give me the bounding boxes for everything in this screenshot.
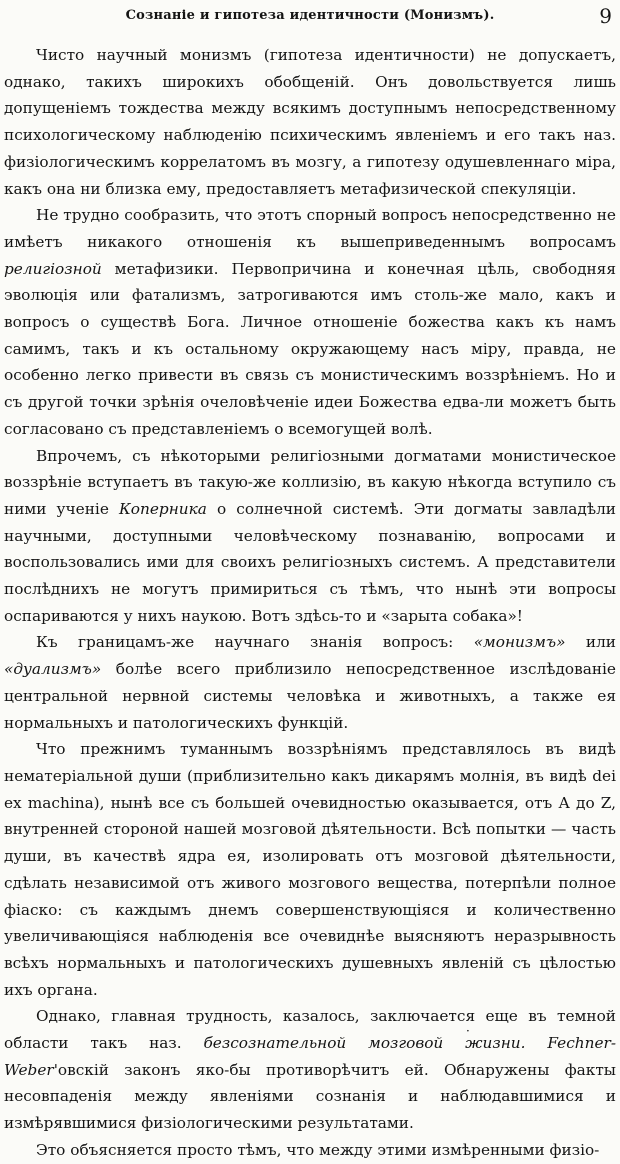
italic-text: «монизмъ» bbox=[473, 633, 566, 652]
italic-text: Коперника bbox=[118, 499, 207, 518]
text-run: Къ границамъ-же научнаго знанія вопросъ: bbox=[36, 633, 474, 652]
paragraph bbox=[4, 443, 616, 630]
paragraph bbox=[4, 1003, 616, 1137]
text-run: Что прежнимъ туманнымъ воззрѣніямъ представлялось въ видѣ нематеріальной души (приблизительно какъ дикарямъ молнія, въ видѣ dei ex machina), нынѣ все съ большей очевидностью оказывается, отъ А до Z, внутренней стороной нашей мозговой дѣятельности. Всѣ попытки — часть души, въ качествѣ ядра ея, изолировать отъ мозговой дѣятельности, сдѣлать независимой отъ живого мозгового вещества, потерпѣли полное фіаско: съ каждымъ днемъ совершенствующіяся и количественно увеличивающіяся наблюденія все очевиднѣе выясняютъ неразрывность всѣхъ нормальныхъ и патологическихъ душевныхъ явленій съ цѣлостью ихъ органа. bbox=[4, 740, 616, 999]
italic-text: безсознательной мозговой жизни. Fechner-Weber bbox=[4, 1034, 617, 1079]
text-run: о солнечной системѣ. Эти догматы завладѣли научными, доступными человѣческому познаванію, вопросами и воспользовались ими для своихъ религіозныхъ системъ. А представители послѣднихъ не могутъ примириться съ тѣмъ, что нынѣ эти вопросы оспариваются у нихъ наукою. Вотъ здѣсь-то и «зарыта собака»! bbox=[4, 499, 616, 625]
text-run: Однако, главная трудность, казалось, заключается еще въ темной области такъ наз. bbox=[4, 1007, 616, 1053]
text-run: Это объясняется просто тѣмъ, что между этими измѣренными физіо- bbox=[36, 1140, 600, 1159]
page-number: 9 bbox=[599, 4, 612, 28]
text-run: Впрочемъ, съ нѣкоторыми религіозными догматами монистическое воззрѣніе вступаетъ въ такую-же коллизію, въ какую нѣкогда вступило съ ними ученіе bbox=[4, 446, 616, 518]
text-run: болѣе всего приблизило непосредственное изслѣдованіе центральной нервной системы человѣка и животныхъ, а также ея нормальныхъ и патологическихъ функцій. bbox=[4, 660, 616, 732]
text-run: 'овскій законъ яко-бы противорѣчитъ ей. Обнаружены факты несовпаденія между явленіями сознанія и наблюдавшимися и измѣрявшимися физіологическими результатами. bbox=[4, 1060, 616, 1133]
text-run: Чисто научный монизмъ (гипотеза идентичности) не допускаетъ, однако, такихъ широкихъ обобщеній. Онъ довольствуется лишь допущеніемъ тождества между всякимъ доступнымъ непосредственному психологическому наблюденію психическимъ явленіемъ и его такъ наз. физіологическимъ коррелатомъ въ мозгу, а гипотезу одушевленнаго міра, какъ она ни близка ему, предоставляетъ метафизической спекуляціи. bbox=[4, 46, 616, 198]
text-run: или bbox=[565, 633, 616, 652]
text-run: метафизики. Первопричина и конечная цѣль, свободняя эволюція или фатализмъ, затрогиваются имъ столь-же мало, какъ и вопросъ о существѣ Бога. Личное отношеніе божества какъ къ намъ самимъ, такъ и къ остальному окружающему насъ міру, правда, не особенно легко привести въ связь съ монистическимъ воззрѣніемъ. Но и съ другой точки зрѣнія очеловѣченіе идеи Божества едва-ли можетъ быть согласовано съ представленіемъ о всемогущей волѣ. bbox=[4, 259, 616, 438]
italic-text: «дуализмъ» bbox=[4, 660, 102, 679]
running-title: Сознаніе и гипотеза идентичности (Монизмъ). bbox=[125, 8, 495, 23]
print-speck: · bbox=[466, 1024, 470, 1038]
page-header bbox=[0, 4, 620, 30]
text-run: Не трудно сообразить, что этотъ спорный вопросъ непосредственно не имѣетъ никакого отношенія къ вышеприведеннымъ вопросамъ bbox=[4, 206, 616, 251]
paragraph bbox=[4, 202, 616, 442]
paragraph bbox=[4, 1137, 616, 1164]
paragraph bbox=[4, 629, 616, 736]
body-text bbox=[4, 42, 616, 1164]
italic-text: религіозной bbox=[4, 259, 102, 278]
paragraph bbox=[4, 42, 616, 202]
paragraph bbox=[4, 736, 616, 1003]
